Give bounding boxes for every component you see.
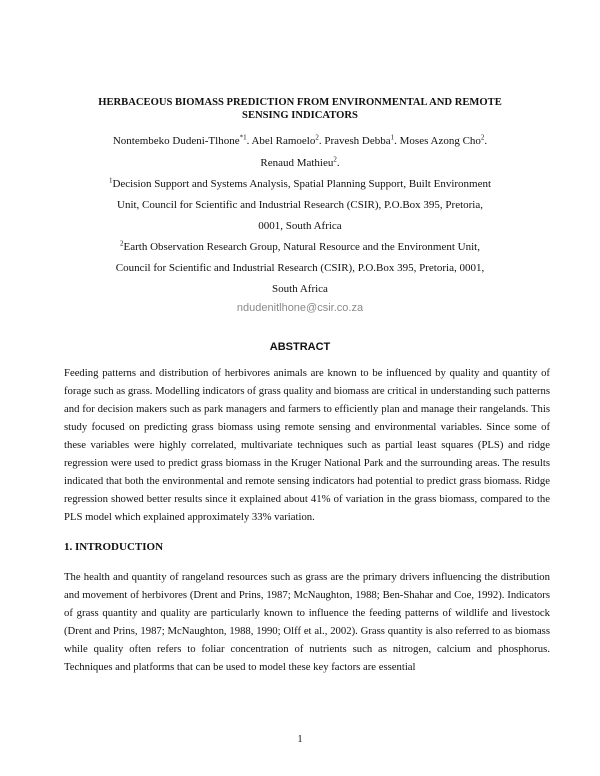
paper-title xyxy=(60,96,540,122)
affiliation-2-line-1 xyxy=(40,240,560,254)
author-name: . Abel Ramoelo xyxy=(246,135,316,147)
author-sup: *1 xyxy=(239,133,247,142)
author-name: Nontembeko Dudeni-Tlhone xyxy=(112,135,240,147)
author-sup: 2 xyxy=(480,133,485,142)
author-line-2 xyxy=(40,156,560,170)
author-name: . Pravesh Debba xyxy=(318,135,391,147)
affiliation-sup: 1 xyxy=(108,176,113,185)
author-sup: 2 xyxy=(315,133,319,142)
author-sup: 1 xyxy=(390,133,395,142)
affiliation-sup: 2 xyxy=(120,239,124,248)
title-line-1: HERBACEOUS BIOMASS PREDICTION FROM ENVIRONMENTAL AND REMOTE xyxy=(98,97,502,108)
author-sep: . xyxy=(336,157,340,169)
affiliation-2-line-2: Council for Scientific and Industrial Research (CSIR), P.O.Box 395, Pretoria, 0001, xyxy=(115,262,485,274)
author-name: . Moses Azong Cho xyxy=(394,135,481,147)
author-sup: 2 xyxy=(333,155,337,164)
title-line-2: SENSING INDICATORS xyxy=(242,110,358,121)
author-sep: . xyxy=(484,135,488,147)
author-line-1 xyxy=(40,134,560,148)
author-email[interactable]: ndudenitlhone@csir.co.za xyxy=(236,302,364,314)
affiliation-1-line-3: 0001, South Africa xyxy=(258,220,342,232)
section-heading-introduction: 1. INTRODUCTION xyxy=(64,541,164,553)
page-number: 1 xyxy=(297,734,303,745)
affiliation-1-line-1 xyxy=(40,177,560,191)
abstract-heading: ABSTRACT xyxy=(269,341,331,353)
affiliation-text: Decision Support and Systems Analysis, Spatial Planning Support, Built Environment xyxy=(112,178,492,190)
affiliation-1-line-2: Unit, Council for Scientific and Industrial Research (CSIR), P.O.Box 395, Pretoria, xyxy=(117,199,483,211)
author-name: Renaud Mathieu xyxy=(260,157,334,169)
affiliation-text: Earth Observation Research Group, Natural Resource and the Environment Unit, xyxy=(123,241,480,253)
introduction-text: The health and quantity of rangeland resources such as grass are the primary drivers influencing the distribution and movement of herbivores (Drent and Prins, 1987; McNaughton, 1988; Ben-Shahar and Coe, 1992). Indicators of grass quantity and quality are particularly known to influence the feeding patterns of wildlife and livestock (Drent and Prins, 1987; McNaughton, 1988, 1990; Olff et al., 2002). Grass quantity is also referred to as biomass while quality often refers to foliar concentration of nutrients such as nitrogen, calcium and phosphorus. Techniques and platforms that can be used to model these key factors are essential xyxy=(64,571,550,673)
abstract-text: Feeding patterns and distribution of herbivores animals are known to be influenced by quality and quantity of forage such as grass. Modelling indicators of grass quality and biomass are critical in understanding such patterns and for decision makers such as park managers and farmers to efficiently plan and manage their rangelands. This study focused on predicting grass biomass using remote sensing and environmental variables. Since some of these variables were highly correlated, multivariate techniques such as partial least squares (PLS) and ridge regression were used to predict grass biomass in the Kruger National Park and the surrounding areas. The results indicated that both the environmental and remote sensing indicators had potential to predict grass biomass. Ridge regression showed better results since it explained about 41% of variation in the grass biomass, compared to the PLS model which explained approximately 33% variation. xyxy=(64,367,550,523)
affiliation-2-line-3: South Africa xyxy=(272,283,328,295)
